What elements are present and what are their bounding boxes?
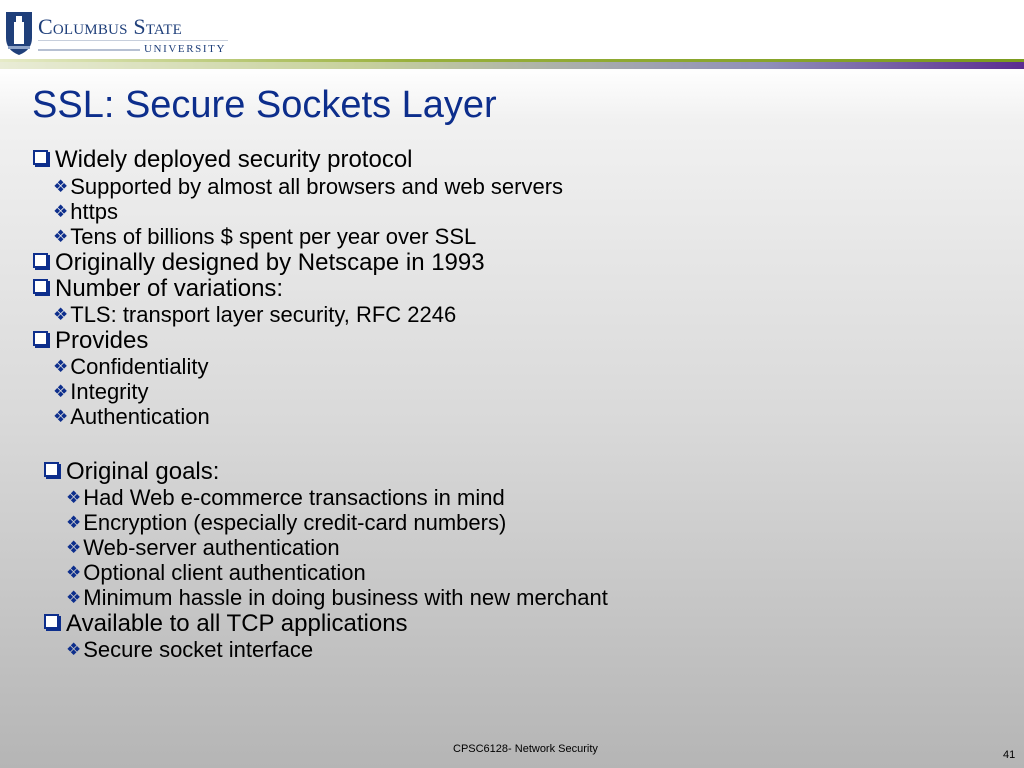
bullet-item: Provides <box>33 327 148 355</box>
accent-bar-green <box>0 59 1024 62</box>
square-bullet-icon <box>33 253 48 268</box>
diamond-bullet-icon: ❖ <box>66 588 82 607</box>
diamond-bullet-icon: ❖ <box>66 640 82 659</box>
diamond-bullet-icon: ❖ <box>53 177 69 196</box>
university-logo <box>2 6 242 58</box>
diamond-bullet-icon: ❖ <box>53 305 69 324</box>
header-bar <box>0 0 1024 60</box>
logo-underline <box>38 49 140 51</box>
sub-bullet-item: ❖TLS: transport layer security, RFC 2246 <box>53 302 457 327</box>
sub-bullet-item: ❖Confidentiality <box>53 354 209 379</box>
diamond-bullet-icon: ❖ <box>53 407 69 426</box>
sub-bullet-item: ❖Secure socket interface <box>66 637 314 662</box>
diamond-bullet-icon: ❖ <box>53 227 69 246</box>
diamond-bullet-icon: ❖ <box>53 357 69 376</box>
diamond-bullet-icon: ❖ <box>53 382 69 401</box>
sub-bullet-item: ❖Authentication <box>53 404 210 429</box>
accent-bar-purple <box>0 61 1024 69</box>
diamond-bullet-icon: ❖ <box>66 538 82 557</box>
diamond-bullet-icon: ❖ <box>66 563 82 582</box>
bullet-item: Original goals: <box>44 458 219 486</box>
footer-course: CPSC6128- Network Security <box>453 743 598 755</box>
sub-bullet-item: ❖https <box>53 199 118 224</box>
logo-rule <box>38 40 228 41</box>
bullet-item: Widely deployed security protocol <box>33 146 413 174</box>
logo-name: Columbus State <box>38 14 183 39</box>
sub-bullet-item: ❖Web-server authentication <box>66 535 340 560</box>
sub-bullet-item: ❖Tens of billions $ spent per year over SSL <box>53 224 477 249</box>
diamond-bullet-icon: ❖ <box>66 513 82 532</box>
sub-bullet-item: ❖Optional client authentication <box>66 560 366 585</box>
sub-bullet-item: ❖Had Web e-commerce transactions in mind <box>66 485 505 510</box>
square-bullet-icon <box>44 462 59 477</box>
slide-title: SSL: Secure Sockets Layer <box>32 84 497 126</box>
square-bullet-icon <box>33 279 48 294</box>
shield-icon <box>4 8 34 56</box>
diamond-bullet-icon: ❖ <box>53 202 69 221</box>
square-bullet-icon <box>33 150 48 165</box>
square-bullet-icon <box>44 614 59 629</box>
square-bullet-icon <box>33 331 48 346</box>
page-number: 41 <box>1003 749 1016 761</box>
diamond-bullet-icon: ❖ <box>66 488 82 507</box>
sub-bullet-item: ❖Supported by almost all browsers and web servers <box>53 174 564 199</box>
bullet-item: Originally designed by Netscape in 1993 <box>33 249 485 277</box>
sub-bullet-item: ❖Encryption (especially credit-card numbers) <box>66 510 507 535</box>
bullet-item: Number of variations: <box>33 275 283 303</box>
sub-bullet-item: ❖Integrity <box>53 379 149 404</box>
logo-subtitle: UNIVERSITY <box>144 43 226 55</box>
bullet-item: Available to all TCP applications <box>44 610 408 638</box>
sub-bullet-item: ❖Minimum hassle in doing business with new merchant <box>66 585 608 610</box>
